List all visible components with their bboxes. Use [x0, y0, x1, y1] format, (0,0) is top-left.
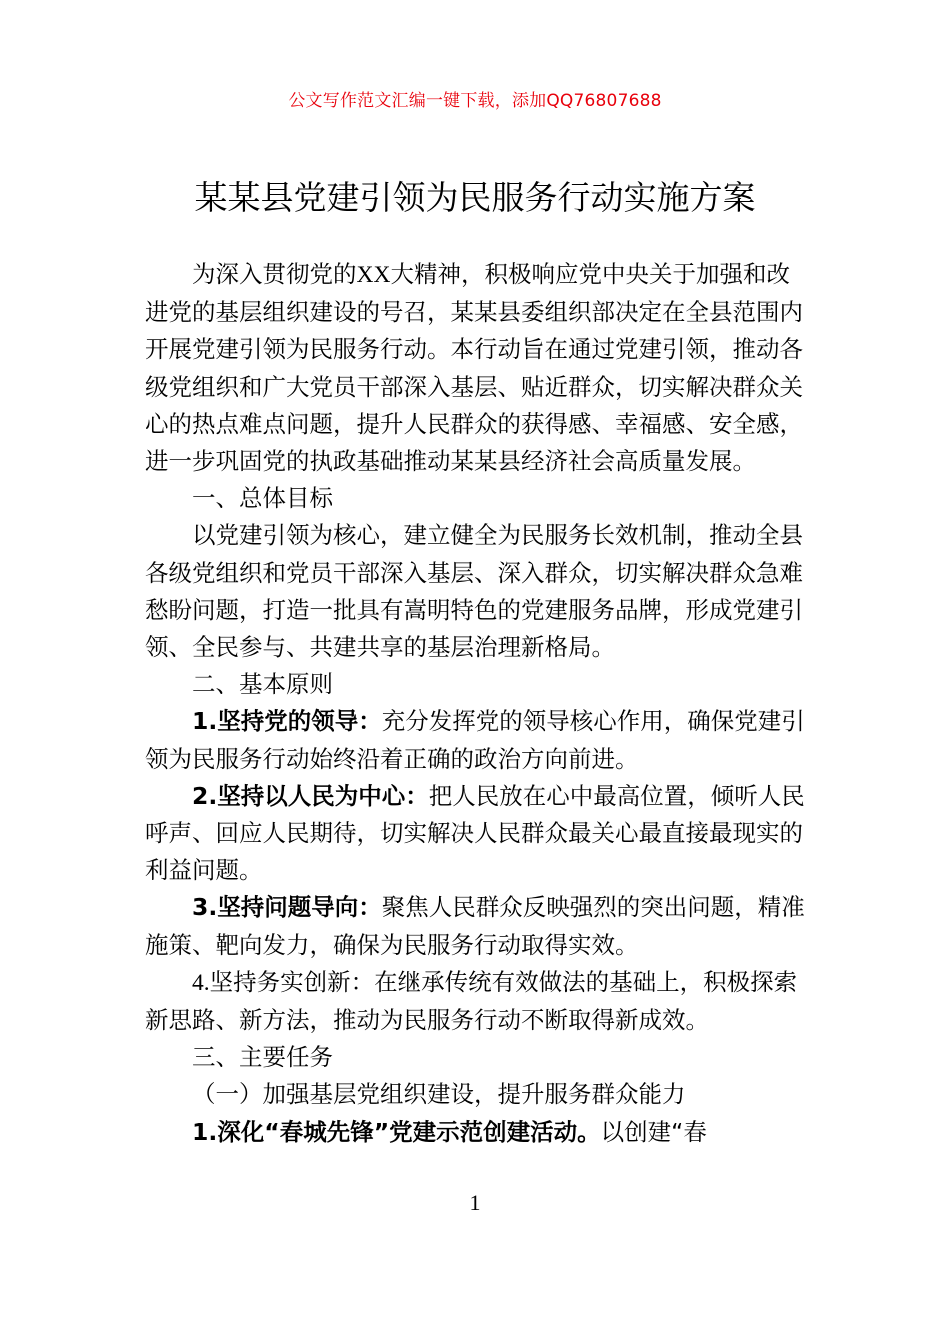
- section3-subheading: （一）加强基层党组织建设，提升服务群众能力: [192, 1080, 686, 1109]
- principle-1-lead: 1.坚持党的领导：: [192, 707, 382, 736]
- principle-3: [145, 889, 810, 963]
- document-title: 某某县党建引领为民服务行动实施方案: [194, 178, 756, 217]
- principle-3-lead: 3.坚持问题导向：: [192, 893, 382, 922]
- principle-2-text: 把人民放在心中最高位置，倾听人民呼声、回应人民期待，切实解决人民群众最关心最直接最现实的利益问题。: [145, 781, 805, 885]
- principle-2-lead: 2.坚持以人民为中心：: [192, 781, 429, 810]
- section1-paragraph: 以党建引领为核心，建立健全为民服务长效机制，推动全县各级党组织和党员干部深入基层、深入群众，切实解决群众急难愁盼问题，打造一批具有嵩明特色的党建服务品牌，形成党建引领、全民参与、共建共享的基层治理新格局。: [145, 521, 803, 662]
- header-note: 公文写作范文汇编一键下载，添加QQ76807688: [288, 91, 662, 111]
- principle-4-number: 4.: [192, 969, 210, 996]
- intro-paragraph: [145, 256, 810, 480]
- principle-1-text: 充分发挥党的领导核心作用，确保党建引领为民服务行动始终沿着正确的政治方向前进。: [145, 707, 805, 773]
- principle-4: [145, 964, 810, 1039]
- task-1-text: 以创建“春: [600, 1117, 707, 1146]
- page-number: 1: [469, 1190, 481, 1215]
- document-body: [145, 256, 810, 1151]
- intro-text-1: 为深入贯彻党的: [192, 260, 357, 288]
- section1-heading: 一、总体目标: [192, 484, 333, 513]
- principle-4-text: 坚持务实创新：在继承传统有效做法的基础上，积极探索新思路、新方法，推动为民服务行动不断取得新成效。: [145, 967, 798, 1035]
- intro-text-2: 大精神，积极响应党中央关于加强和改进党的基层组织建设的号召，某某县委组织部决定在全县范围内开展党建引领为民服务行动。本行动旨在通过党建引领，推动各级党组织和广大党员干部深入基层、贴近群众，切实解决群众关心的热点难点问题，提升人民群众的获得感、幸福感、安全感，进一步巩固党的执政基础推动某某县经济社会高质量发展。: [145, 260, 803, 476]
- intro-xx: XX: [356, 262, 391, 288]
- section3-heading: 三、主要任务: [192, 1043, 333, 1072]
- principle-2: [145, 778, 810, 890]
- task-1-lead: 1.深化“春城先锋”党建示范创建活动。: [192, 1117, 601, 1146]
- task-1: [145, 1114, 810, 1151]
- principle-3-text: 聚焦人民群众反映强烈的突出问题，精准施策、靶向发力，确保为民服务行动取得实效。: [145, 893, 805, 959]
- principle-1: [145, 703, 810, 777]
- section2-heading: 二、基本原则: [192, 670, 333, 699]
